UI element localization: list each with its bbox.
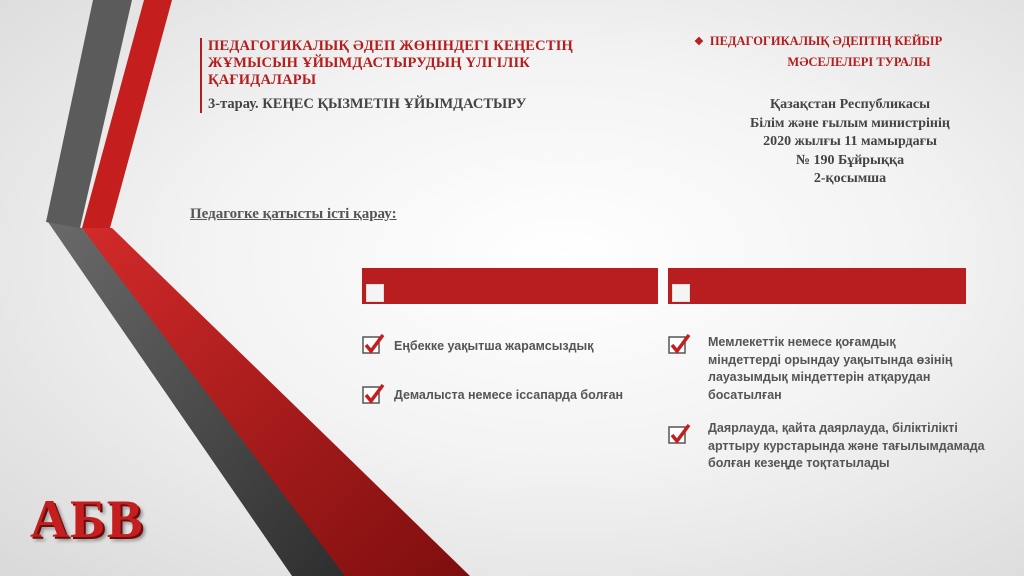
checkmark-icon xyxy=(668,334,690,354)
left-header-bar xyxy=(362,268,658,304)
right-item-1: Мемлекеттік немесе қоғамдық міндеттерді орындау уақытында өзінің лауазымдық міндеттерін атқарудан босатылған xyxy=(708,335,953,402)
title-block xyxy=(200,38,618,113)
checkmark-icon xyxy=(362,334,384,354)
decree-line2: Білім және ғылым министрінің xyxy=(750,115,950,131)
logo: АБВ xyxy=(30,489,144,549)
right-heading xyxy=(694,31,1014,72)
chapter-subtitle: 3-тарау. КЕҢЕС ҚЫЗМЕТІН ҰЙЫМДАСТЫРУ xyxy=(208,96,527,112)
decree-line1: Қазақстан Республикасы xyxy=(769,97,931,112)
right-item-2: Даярлауда, қайта даярлауда, біліктілікті арттыру курстарында және тағылымдамада болған кезеңде тоқтатылады xyxy=(708,421,985,470)
decree-line4: № 190 Бұйрыққа xyxy=(795,152,905,168)
checkbox-icon xyxy=(672,284,690,302)
left-item-1: Еңбекке уақытша жарамсыздық xyxy=(394,339,594,353)
section-title: Педагогке қатысты істі қарау: xyxy=(190,206,397,222)
left-item-2: Демалыста немесе іссапарда болған xyxy=(394,388,624,402)
diamond-bullet-icon: ❖ xyxy=(694,36,704,48)
right-heading-line1: ПЕДАГОГИКАЛЫҚ ӘДЕПТІҢ КЕЙБІР xyxy=(709,34,943,48)
decree-line5: 2-қосымша xyxy=(813,171,887,186)
right-header-bar xyxy=(668,268,966,304)
checkbox-icon xyxy=(366,284,384,302)
decree-line3: 2020 жылғы 11 мамырдағы xyxy=(763,134,937,149)
checkmark-icon xyxy=(362,384,384,404)
checkmark-icon xyxy=(668,424,690,444)
decree-reference xyxy=(700,96,1000,189)
right-heading-line2: МӘСЕЛЕЛЕРІ ТУРАЛЫ xyxy=(787,55,931,69)
main-title: ПЕДАГОГИКАЛЫҚ ӘДЕП ЖӨНІНДЕГІ КЕҢЕСТІҢ ЖҰМЫСЫН ҰЙЫМДАСТЫРУДЫҢ ҮЛГІЛІК ҚАҒИДАЛАРЫ xyxy=(208,38,574,88)
